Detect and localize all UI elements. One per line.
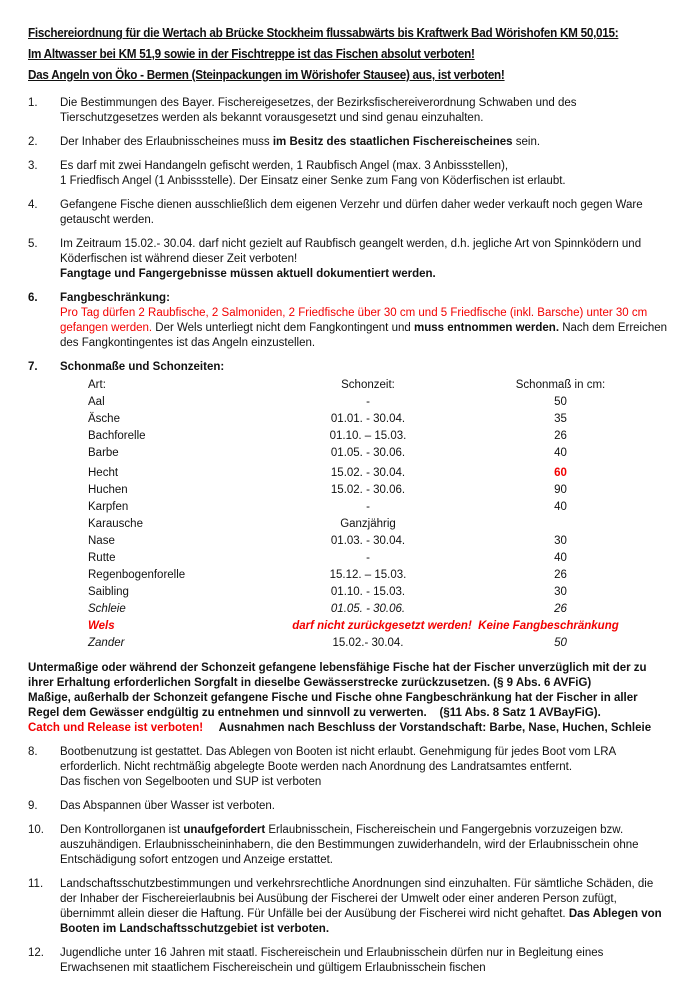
fish-name: Rutte — [88, 552, 116, 564]
title-line-2: Im Altwasser bei KM 51,9 sowie in der Fischtreppe ist das Fischen absolut verboten! — [28, 46, 475, 61]
rule-item-4 — [28, 198, 672, 228]
text-segment: Pro Tag dürfen 2 Raubfische, 2 Salmoniden, 2 Friedfische über 30 cm und 5 Friedfische (inkl. Barsche) unter 30 cm gefangen werden. — [60, 307, 651, 334]
text-segment: Das Ablegen von Booten im Landschaftsschutzgebiet ist verboten. — [60, 908, 665, 935]
document-title — [28, 22, 672, 85]
text-segment: Jugendliche unter 16 Jahren mit staatl. Fischereischein und Erlaubnisschein dürfen nur in Begleitung eines Erwachsenen mit staatlichem Fischereischein und gültigem Erlaubnisschein fischen — [60, 947, 607, 974]
text-segment: 1 Friedfisch Angel (1 Anbissstelle). Der Einsatz einer Senke zum Fang von Köderfischen ist erlaubt. — [60, 175, 566, 187]
rule-number: 3. — [28, 160, 38, 172]
rule-item-7 — [28, 360, 672, 652]
rule-text — [60, 745, 672, 790]
text-segment: Erlaubnisschein, Fischereischein und Fangergebnis vorzuzeigen bzw. auszuhändigen. Erlaubnisscheininhabern, die den Bestimmungen zuwiderhandeln, wird der Erlaubnisschein ohne Entschädigung sofort entzogen und Anzeige erstattet. — [60, 824, 642, 866]
text-segment: Fangtage und Fangergebnisse müssen aktuell dokumentiert werden. — [60, 268, 436, 280]
text-segment: Den Kontrollorganen ist — [60, 824, 184, 836]
fish-name: Saibling — [88, 586, 129, 598]
rule-number: 8. — [28, 746, 38, 758]
fish-row — [88, 465, 672, 482]
rule-number: 1. — [28, 97, 38, 109]
fish-schonmass: 26 — [554, 603, 567, 615]
rule-text — [60, 946, 672, 976]
text-segment: Im Zeitraum 15.02.- 30.04. darf nicht gezielt auf Raubfisch geangelt werden, d.h. jegliche Art von Spinnködern und Köderfischen ist während dieser Zeit verboten! — [60, 238, 645, 265]
rule-item-9 — [28, 799, 672, 814]
text-segment: Ausnahmen nach Beschluss der Vorstandschaft: Barbe, Nase, Huchen, Schleie — [203, 722, 652, 734]
text-segment: sein. — [512, 136, 541, 148]
fish-schonzeit: 15.02.- 30.04. — [332, 637, 404, 649]
fish-schonzeit: 01.10. - 15.03. — [330, 586, 406, 598]
fish-name: Aal — [88, 396, 105, 408]
fish-schonzeit: 01.01. - 30.04. — [330, 413, 406, 425]
text-segment: im Besitz des staatlichen Fischereischeines — [272, 136, 513, 148]
rule-item-10 — [28, 823, 672, 868]
text-segment: Schonmaße und Schonzeiten: — [60, 361, 225, 373]
text-segment: Fangbeschränkung: — [60, 292, 170, 304]
text-segment: Nach dem Erreichen des Fangkontingentes ist das Angeln einzustellen. — [60, 322, 671, 349]
rule-text-catch-limit — [60, 291, 672, 351]
fish-name: Huchen — [88, 484, 128, 496]
rule-text — [60, 877, 672, 937]
column-header-art: Art: — [88, 379, 106, 391]
fish-row — [88, 584, 672, 601]
fish-table — [88, 377, 672, 652]
fish-schonmass: 90 — [554, 484, 567, 496]
text-segment: Bootbenutzung ist gestattet. Das Ablegen von Booten ist nicht erlaubt. Genehmigung für jedes Boot vom LRA erforderlich. Nicht rechtmäßig abgelegte Boote werden nach Anordnung des Landratsamtes entfernt. — [60, 746, 619, 773]
column-header-schonmass: Schonmaß in cm: — [515, 379, 606, 391]
fish-schonzeit: - — [366, 552, 370, 564]
fish-row — [88, 533, 672, 550]
fish-row — [88, 516, 672, 533]
rule-number: 2. — [28, 136, 38, 148]
rule-text — [60, 198, 672, 228]
fish-row — [88, 635, 672, 652]
fish-row — [88, 499, 672, 516]
title-line-3: Das Angeln von Öko - Bermen (Steinpackungen im Wörishofer Stausee) aus, ist verboten! — [28, 67, 505, 82]
text-segment: Der Inhaber des Erlaubnisscheines muss — [60, 136, 273, 148]
rule-text — [60, 799, 672, 814]
fish-schonmass: 40 — [554, 447, 567, 459]
fish-schonzeit: - — [366, 396, 370, 408]
rule-number: 10. — [28, 824, 44, 836]
rule-text — [60, 96, 672, 126]
text-segment: Maßige, außerhalb der Schonzeit gefangene Fische und Fische ohne Fangbeschränkung hat der Fischer in aller Regel dem Gewässer endgültig zu entnehmen und sinnvoll zu verwerten. (§11 Abs. 8 Satz 1 AVBayFiG). — [28, 692, 641, 719]
fish-schonmass: 30 — [554, 586, 567, 598]
text-segment: Catch und Release ist verboten! — [28, 722, 204, 734]
fish-schonzeit: 15.02. - 30.04. — [330, 467, 406, 479]
fish-row — [88, 411, 672, 428]
rule-item-6 — [28, 291, 672, 351]
fish-schonmass: 60 — [554, 467, 567, 479]
rule-item-1 — [28, 96, 672, 126]
rule-item-5 — [28, 237, 672, 282]
fish-row — [88, 428, 672, 445]
fish-schonmass: 40 — [554, 552, 567, 564]
fish-schonzeit: 15.02. - 30.06. — [330, 484, 406, 496]
fish-schonmass: 26 — [554, 569, 567, 581]
fish-table-body — [88, 394, 672, 652]
rule-number: 6. — [28, 292, 38, 304]
fish-table-heading — [60, 360, 672, 375]
fish-row — [88, 482, 672, 499]
text-segment: Der Wels unterliegt nicht dem Fangkontingent und — [152, 322, 414, 334]
rule-item-8 — [28, 745, 672, 790]
text-segment: Das Abspannen über Wasser ist verboten. — [60, 800, 275, 812]
fish-table-header-row — [88, 377, 672, 394]
text-segment: Das fischen von Segelbooten und SUP ist verboten — [60, 776, 322, 788]
rule-text-schonzeiten — [60, 360, 672, 652]
fish-schonzeit: darf nicht zurückgesetzt werden! Keine Fangbeschränkung — [292, 620, 619, 632]
fish-schonzeit: 01.05. - 30.06. — [330, 447, 406, 459]
fish-name: Nase — [88, 535, 115, 547]
fish-name: Barbe — [88, 447, 119, 459]
fish-schonzeit: 01.10. – 15.03. — [329, 430, 407, 442]
text-segment: Landschaftsschutzbestimmungen und verkehrsrechtliche Anordnungen sind einzuhalten. Für sämtliche Schäden, die der Inhaber der Fischereierlaubnis bei Ausübung der Fischerei der Umwelt oder einer anderen Person zufügt, übernimmt allein dieser die Haftung. Für Unfälle bei der Ausübung der Fischerei wird nicht gehaftet. — [60, 878, 657, 920]
fish-schonzeit: 01.03. - 30.04. — [330, 535, 406, 547]
fish-schonmass: 26 — [554, 430, 567, 442]
text-segment: Gefangene Fische dienen ausschließlich dem eigenen Verzehr und dürfen daher weder verkauft noch gegen Ware getauscht werden. — [60, 199, 646, 226]
rule-number: 5. — [28, 238, 38, 250]
fish-schonmass: 50 — [554, 637, 567, 649]
rule-item-11 — [28, 877, 672, 937]
fish-row — [88, 618, 672, 635]
text-segment: Untermaßige oder während der Schonzeit gefangene lebensfähige Fische hat der Fischer unverzüglich mit der zu ihrer Erhaltung erforderlichen Sorgfalt in dieselbe Gewässerstrecke zurückzusetzen. (§ 9 Abs. 6 AVFiG) — [28, 662, 650, 689]
title-line-1: Fischereiordnung für die Wertach ab Brücke Stockheim flussabwärts bis Kraftwerk Bad Wörishofen KM 50,015: — [28, 25, 619, 40]
rule-text — [60, 237, 672, 282]
fish-row — [88, 394, 672, 411]
rule-text — [60, 159, 672, 189]
fish-schonmass: 35 — [554, 413, 567, 425]
fish-name: Bachforelle — [88, 430, 146, 442]
fish-name: Schleie — [88, 603, 126, 615]
fish-schonzeit: - — [366, 501, 370, 513]
text-segment: muss entnommen werden. — [413, 322, 560, 334]
fish-schonmass: 40 — [554, 501, 567, 513]
fish-schonzeit: 15.12. – 15.03. — [329, 569, 407, 581]
column-header-schonzeit: Schonzeit: — [341, 379, 395, 391]
rule-number: 9. — [28, 800, 38, 812]
fish-name: Zander — [88, 637, 125, 649]
fish-schonzeit: Ganzjährig — [340, 518, 396, 530]
fish-name: Wels — [88, 620, 115, 632]
rule-number: 4. — [28, 199, 38, 211]
fish-schonmass: 50 — [554, 396, 567, 408]
rule-text — [60, 135, 672, 150]
fish-name: Äsche — [88, 413, 120, 425]
release-rules-paragraph — [28, 661, 672, 736]
text-segment: Es darf mit zwei Handangeln gefischt werden, 1 Raubfisch Angel (max. 3 Anbissstellen), — [60, 160, 509, 172]
rules-list — [28, 96, 672, 976]
rule-item-2 — [28, 135, 672, 150]
rule-number: 11. — [28, 878, 44, 890]
rule-number: 12. — [28, 947, 44, 959]
fish-name: Regenbogenforelle — [88, 569, 186, 581]
fish-name: Karpfen — [88, 501, 129, 513]
fish-name: Hecht — [88, 467, 119, 479]
fish-row — [88, 445, 672, 462]
fish-row — [88, 601, 672, 618]
fish-name: Karausche — [88, 518, 143, 530]
fish-schonmass: 30 — [554, 535, 567, 547]
text-segment: Die Bestimmungen des Bayer. Fischereigesetzes, der Bezirksfischereiverordnung Schwaben und des Tierschutzgesetzes werden als bekannt vorausgesetzt und sind genau einzuhalten. — [60, 97, 580, 124]
fish-row — [88, 567, 672, 584]
rule-item-3 — [28, 159, 672, 189]
rule-text — [60, 823, 672, 868]
fish-schonzeit: 01.05. - 30.06. — [330, 603, 406, 615]
text-segment: unaufgefordert — [183, 824, 266, 836]
fish-schonmass — [473, 516, 648, 533]
rule-number: 7. — [28, 361, 38, 373]
fish-row — [88, 550, 672, 567]
rule-item-12 — [28, 946, 672, 976]
